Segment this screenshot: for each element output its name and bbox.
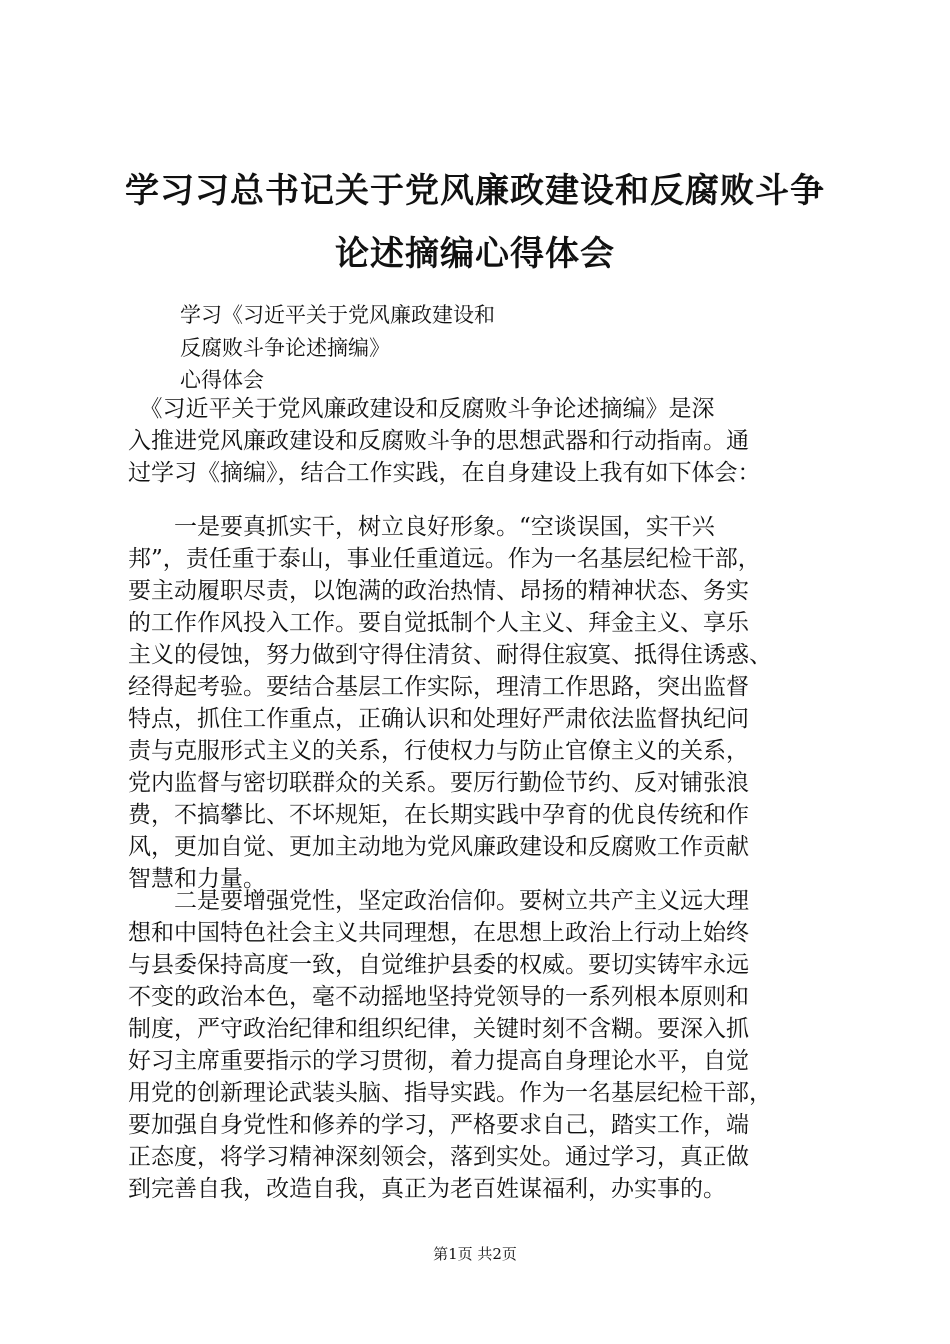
body-line: 过学习《摘编》，结合工作实践，在自身建设上我有如下体会： <box>128 460 761 486</box>
body-line: 好习主席重要指示的学习贯彻，着力提高自身理论水平，自觉 <box>128 1048 749 1074</box>
body-line: 主义的侵蚀，努力做到守得住清贫、耐得住寂寞、抵得住诱惑、 <box>128 642 772 668</box>
body-line: 与县委保持高度一致，自觉维护县委的权威。要切实铸牢永远 <box>128 952 749 978</box>
body-line: 邦”，责任重于泰山，事业任重道远。作为一名基层纪检干部， <box>128 546 761 572</box>
subtitle-line-1: 学习《习近平关于党风廉政建设和 <box>180 303 495 327</box>
body-line: 费，不搞攀比、不坏规矩，在长期实践中孕育的优良传统和作 <box>128 802 749 828</box>
body-line: 要主动履职尽责，以饱满的政治热情、昂扬的精神状态、务实 <box>128 578 749 604</box>
body-line: 风，更加自觉、更加主动地为党风廉政建设和反腐败工作贡献 <box>128 834 749 860</box>
body-line: 用党的创新理论武装头脑、指导实践。作为一名基层纪检干部， <box>128 1080 772 1106</box>
body-line: 到完善自我，改造自我，真正为老百姓谋福利，办实事的。 <box>128 1176 726 1202</box>
body-line: 智慧和力量。 <box>128 866 266 892</box>
body-line: 特点，抓住工作重点，正确认识和处理好严肃依法监督执纪问 <box>128 706 749 732</box>
body-line: 想和中国特色社会主义共同理想，在思想上政治上行动上始终 <box>128 920 749 946</box>
body-line: 经得起考验。要结合基层工作实际，理清工作思路，突出监督 <box>128 674 749 700</box>
body-line: 责与克服形式主义的关系，行使权力与防止官僚主义的关系， <box>128 738 749 764</box>
body-line: 一是要真抓实干，树立良好形象。“空谈误国，实干兴 <box>128 514 715 540</box>
body-line: 要加强自身党性和修养的学习，严格要求自己，踏实工作，端 <box>128 1112 749 1138</box>
body-line: 制度，严守政治纪律和组织纪律，关键时刻不含糊。要深入抓 <box>128 1016 749 1042</box>
document-title-line-1: 学习习总书记关于党风廉政建设和反腐败斗争 <box>125 171 825 211</box>
body-line: 入推进党风廉政建设和反腐败斗争的思想武器和行动指南。通 <box>128 428 749 454</box>
page-number: 第1页 共2页 <box>433 1245 517 1263</box>
subtitle-line-2: 反腐败斗争论述摘编》 <box>180 336 390 360</box>
body-line: 正态度，将学习精神深刻领会，落到实处。通过学习，真正做 <box>128 1144 749 1170</box>
body-line: 不变的政治本色，毫不动摇地坚持党领导的一系列根本原则和 <box>128 984 749 1010</box>
document-title-line-2: 论述摘编心得体会 <box>335 234 615 274</box>
body-line: 《习近平关于党风廉政建设和反腐败斗争论述摘编》是深 <box>128 396 715 422</box>
body-line: 二是要增强党性，坚定政治信仰。要树立共产主义远大理 <box>128 888 749 914</box>
body-line: 的工作作风投入工作。要自觉抵制个人主义、拜金主义、享乐 <box>128 610 749 636</box>
subtitle-line-3: 心得体会 <box>180 368 264 392</box>
body-line: 党内监督与密切联群众的关系。要厉行勤俭节约、反对铺张浪 <box>128 770 749 796</box>
